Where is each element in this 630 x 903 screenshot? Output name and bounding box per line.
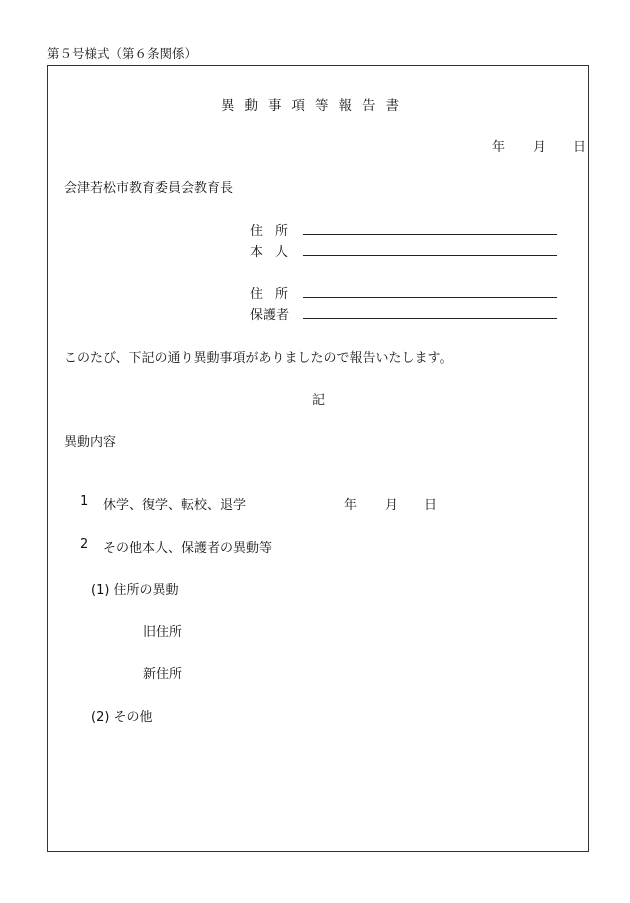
guardian-address-label: 住所 (250, 287, 301, 302)
statement-text: このたび、下記の通り異動事項がありましたので報告いたします。 (64, 351, 453, 366)
ki-marker: 記 (312, 393, 326, 408)
guardian-name-label: 保護者 (250, 308, 290, 323)
guardian-address-line (303, 297, 557, 298)
guardian-name-line (303, 318, 557, 319)
form-caption: 第５号様式（第６条関係） (47, 46, 198, 61)
item1-month-label: 月 (385, 498, 399, 513)
old-address-label: 旧住所 (143, 625, 183, 640)
item1-day-label: 日 (424, 498, 438, 513)
person-name-line (303, 255, 557, 256)
section-heading: 異動内容 (64, 435, 117, 450)
new-address-label: 新住所 (143, 667, 183, 682)
date-day-label: 日 (573, 140, 587, 155)
document-title: 異動事項等報告書 (221, 98, 409, 114)
sub1-label: (1) 住所の異動 (91, 583, 179, 598)
recipient-name: 会津若松市教育委員会教育長 (64, 181, 234, 196)
item1-number: 1 (80, 494, 89, 509)
date-year-label: 年 (492, 140, 506, 155)
item2-number: 2 (80, 537, 89, 552)
person-address-line (303, 234, 557, 235)
sub2-label: (2) その他 (91, 710, 153, 725)
person-name-label: 本人 (250, 245, 301, 260)
item1-text: 休学、復学、転校、退学 (103, 498, 247, 513)
date-month-label: 月 (533, 140, 547, 155)
item2-text: その他本人、保護者の異動等 (103, 541, 273, 556)
item1-year-label: 年 (344, 498, 358, 513)
person-address-label: 住所 (250, 224, 301, 239)
